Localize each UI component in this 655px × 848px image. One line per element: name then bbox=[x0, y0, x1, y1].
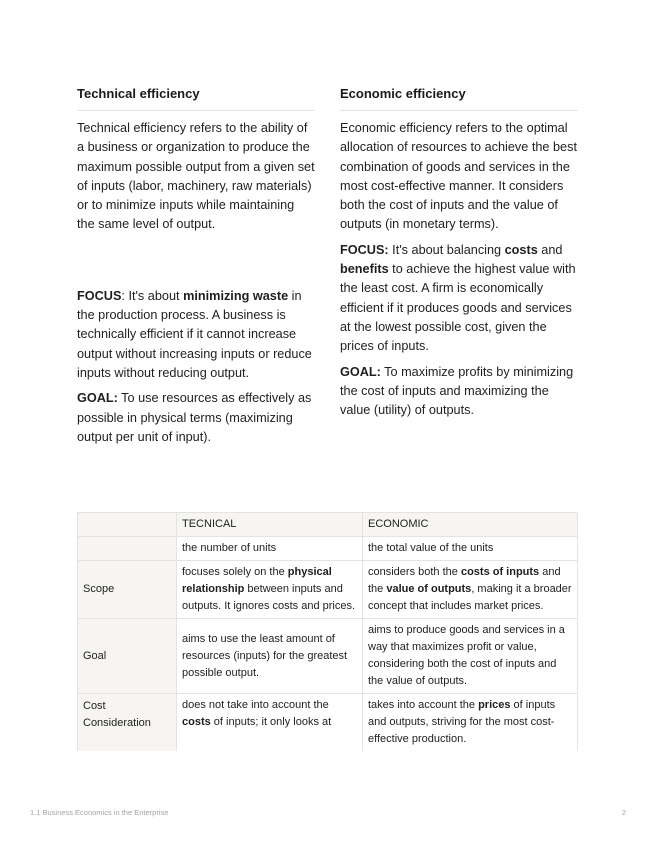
goal-economic: aims to produce goods and services in a way that maximizes profit or value, considering both the cost of inputs and the value of outputs. bbox=[363, 619, 578, 694]
technical-focus bbox=[77, 287, 315, 383]
cell-text: does not take into account the bbox=[182, 699, 329, 711]
cost-technical bbox=[177, 694, 363, 752]
focus-text: It's about balancing bbox=[388, 242, 505, 257]
focus-text-and: and bbox=[537, 242, 563, 257]
economic-focus bbox=[340, 241, 578, 357]
focus-emphasis-benefits: benefits bbox=[340, 262, 389, 277]
technical-goal bbox=[77, 389, 315, 447]
technical-efficiency-heading: Technical efficiency bbox=[77, 84, 315, 111]
cell-text: considers both the bbox=[368, 566, 461, 578]
header-technical: TECNICAL bbox=[177, 513, 363, 537]
table-row-units bbox=[78, 537, 578, 561]
scope-economic bbox=[363, 561, 578, 619]
header-economic: ECONOMIC bbox=[363, 513, 578, 537]
focus-text-rest: to achieve the highest value with the least cost. A firm is economically efficient if it produces goods and services at the lowest possible cost, given the prices of inputs. bbox=[340, 262, 576, 354]
spacer bbox=[77, 241, 315, 287]
cell-text-rest: of inputs and outputs, striving for the most cost-effective production. bbox=[368, 699, 556, 745]
economic-definition: Economic efficiency refers to the optimal allocation of resources to achieve the best combination of goods and services in the most cost-effective manner. It considers both the cost of inputs and the value of outputs (in monetary terms). bbox=[340, 121, 577, 232]
scope-label: Scope bbox=[78, 561, 177, 619]
goal-label: GOAL: bbox=[340, 364, 381, 379]
focus-label: FOCUS bbox=[77, 288, 122, 303]
units-label-cell bbox=[78, 537, 177, 561]
focus-text-rest: in the production process. A business is technically efficient if it cannot increase output without increasing inputs or reduce inputs without reducing output. bbox=[77, 288, 312, 380]
table-row-goal bbox=[78, 619, 578, 694]
page-number: 2 bbox=[621, 808, 626, 817]
cell-text-and: and the bbox=[368, 566, 561, 595]
cell-emphasis: prices bbox=[478, 699, 511, 711]
economic-efficiency-column bbox=[340, 84, 578, 426]
goal-label: Goal bbox=[78, 619, 177, 694]
cell-emphasis: costs bbox=[182, 716, 211, 728]
technical-definition: Technical efficiency refers to the ability of a business or organization to produce the maximum possible output from a given set of inputs (labor, machinery, raw materials) or to minimize inputs while maintaining the same level of output. bbox=[77, 121, 315, 232]
cell-emphasis-value: value of outputs bbox=[386, 583, 472, 595]
cell-text-rest: of inputs; it only looks at bbox=[210, 716, 332, 728]
table-row-cost bbox=[78, 694, 578, 752]
footer-section-title: 1.1 Business Economics in the Enterprise bbox=[30, 808, 169, 817]
header-empty-cell bbox=[78, 513, 177, 537]
focus-label: FOCUS: bbox=[340, 242, 389, 257]
focus-emphasis: minimizing waste bbox=[183, 288, 289, 303]
technical-efficiency-column bbox=[77, 84, 315, 453]
comparison-table bbox=[77, 512, 578, 751]
goal-technical: aims to use the least amount of resources (inputs) for the greatest possible output. bbox=[177, 619, 363, 694]
scope-technical bbox=[177, 561, 363, 619]
cost-economic bbox=[363, 694, 578, 752]
cell-text: focuses solely on the bbox=[182, 566, 288, 578]
goal-text: To maximize profits by minimizing the cost of inputs and maximizing the value (utility) of outputs. bbox=[340, 364, 574, 418]
economic-efficiency-heading: Economic efficiency bbox=[340, 84, 578, 111]
goal-text: To use resources as effectively as possible in physical terms (maximizing output per unit of input). bbox=[77, 391, 312, 444]
cell-text-rest: , making it a broader concept that includes market prices. bbox=[368, 583, 572, 612]
goal-label: GOAL: bbox=[77, 391, 118, 406]
cell-emphasis: physical relationship bbox=[182, 566, 332, 595]
focus-emphasis-costs: costs bbox=[504, 242, 538, 257]
table-header-row bbox=[78, 513, 578, 537]
units-technical: the number of units bbox=[177, 537, 363, 561]
cost-label: Cost Consideration bbox=[78, 694, 177, 752]
cell-emphasis-costs: costs of inputs bbox=[460, 566, 540, 578]
units-economic: the total value of the units bbox=[363, 537, 578, 561]
economic-goal bbox=[340, 363, 578, 421]
cell-text: takes into account the bbox=[368, 699, 479, 711]
focus-text: : It's about bbox=[121, 288, 184, 303]
cell-text-rest: between inputs and outputs. It ignores costs and prices. bbox=[182, 583, 356, 612]
table-row-scope bbox=[78, 561, 578, 619]
